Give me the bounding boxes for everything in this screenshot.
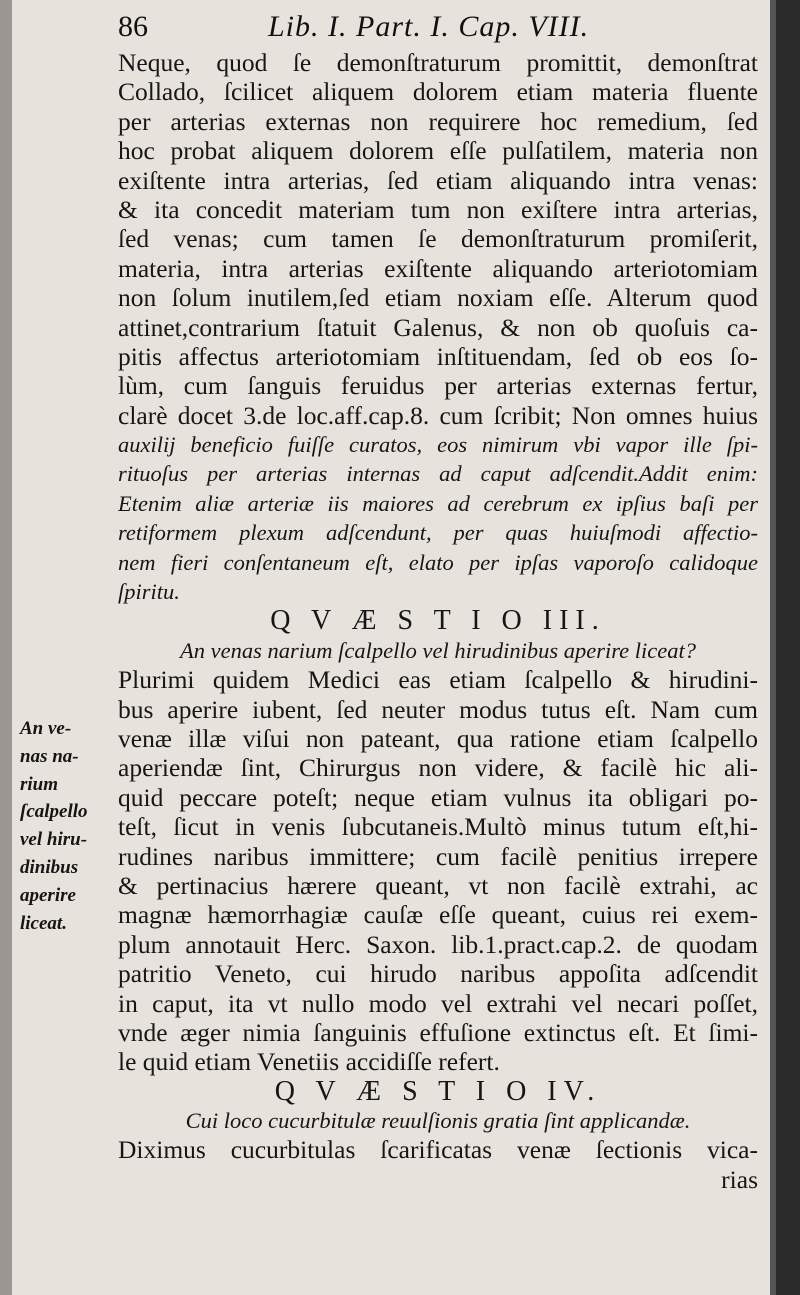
marginal-note-line: vel hiru-	[20, 829, 88, 851]
page-edge-shadow	[770, 0, 776, 1295]
text-line: ſed venas; cum tamen ſe demonſtraturum promiſerit,	[118, 224, 758, 254]
catchword: rias	[721, 1164, 758, 1194]
text-line: clarè docet 3.de loc.aff.cap.8. cum ſcribit; Non omnes huius	[118, 400, 758, 430]
text-line: rituoſus per arterias internas ad caput adſcendit.Addit enim:	[118, 461, 758, 487]
text-line: exiſtente intra arterias, ſed etiam aliquando intra venas:	[118, 165, 758, 195]
marginal-note-line: ſcalpello	[20, 801, 88, 823]
text-line: Diximus cucurbitulas ſcarificatas venæ ſectionis vica-	[118, 1135, 758, 1165]
text-line: ſpiritu.	[118, 579, 180, 605]
marginal-note-line: aperire	[20, 884, 76, 906]
text-line: quid peccare poteſt; neque etiam vulnus ita obligari po-	[118, 782, 758, 812]
marginal-note-line: An ve-	[20, 718, 72, 739]
text-line: Neque, quod ſe demonſtraturum promittit, demonſtrat	[118, 48, 758, 77]
text-line: vnde æger nimia ſanguinis effuſione extinctus eſt. Et ſimi-	[118, 1017, 758, 1047]
text-line: per arterias externas non requirere hoc remedium, ſed	[118, 106, 758, 136]
running-title: Lib. I. Part. I. Cap. VIII.	[268, 10, 590, 43]
text-line: retiformem plexum adſcendunt, per quas huiuſmodi affectio-	[118, 520, 758, 546]
text-line: patritio Veneto, cui hirudo naribus appoſita adſcendit	[118, 959, 758, 989]
marginal-note-line: nas na-	[20, 745, 79, 767]
text-line: rudines naribus immittere; cum facilè penitius irrepere	[118, 841, 758, 871]
text-line: magnæ hæmorrhagiæ cauſæ eſſe queant, cuius rei exem-	[118, 900, 758, 930]
marginal-note-line: dinibus	[20, 856, 79, 878]
question-heading: Q V Æ S T I O III.	[270, 606, 606, 636]
page-gutter-shadow	[0, 0, 12, 1295]
text-line: & ita concedit materiam tum non exiſtere intra arterias,	[118, 194, 758, 224]
text-line: venæ illæ viſui non pateant, qua ratione etiam ſcalpello	[118, 723, 758, 753]
marginal-note	[20, 715, 112, 937]
text-line: auxilij beneficio fuiſſe curatos, eos nimirum vbi vapor ille ſpi-	[118, 432, 758, 458]
text-line: attinet,contrarium ſtatuit Galenus, & non ob quoſuis ca-	[118, 312, 758, 342]
text-line: aperiendæ ſint, Chirurgus non videre, & facilè hic ali-	[118, 753, 758, 783]
question-heading: Q V Æ S T I O IV.	[274, 1076, 602, 1107]
text-line: le quid etiam Venetiis accidiſſe refert.	[118, 1047, 500, 1077]
page-number: 86	[118, 10, 148, 43]
text-line: Etenim aliæ arteriæ iis maiores ad cerebrum ex ipſius baſi per	[118, 490, 758, 516]
page-header	[118, 10, 738, 50]
text-line: & pertinacius hærere queant, vt non facilè extrahi, ac	[118, 870, 758, 900]
text-line: plum annotauit Herc. Saxon. lib.1.pract.cap.2. de quodam	[118, 929, 758, 959]
text-line: materia, intra arterias exiſtente aliquando arteriotomiam	[118, 253, 758, 283]
text-line: nem fieri conſentaneum eſt, elato per ipſas vaporoſo calidoque	[118, 549, 758, 575]
main-text	[118, 48, 758, 1194]
text-line: Collado, ſcilicet aliquem dolorem etiam materia fluente	[118, 77, 758, 107]
text-line: teſt, ſicut in venis ſubcutaneis.Multò minus tutum eſt,hi-	[118, 812, 758, 842]
text-line: non ſolum inutilem,ſed etiam noxiam eſſe. Alterum quod	[118, 283, 758, 313]
text-line: in caput, ita vt nullo modo vel extrahi vel necari poſſet,	[118, 988, 758, 1018]
text-line: lùm, cum ſanguis feruidus per arterias externas fertur,	[118, 371, 758, 401]
question-subtitle: Cui loco cucurbitulæ reuulſionis gratia ſint applicandæ.	[185, 1108, 691, 1134]
marginal-note-line: rium	[20, 773, 59, 795]
text-line: bus aperire iubent, ſed neuter modus tutus eſt. Nam cum	[118, 694, 758, 724]
text-line: pitis affectus arteriotomiam inſtituendam, ſed ob eos ſo-	[118, 341, 758, 371]
text-line: Plurimi quidem Medici eas etiam ſcalpello & hirudini-	[118, 665, 758, 695]
marginal-note-line: liceat.	[20, 912, 67, 934]
question-subtitle: An venas narium ſcalpello vel hirudinibus aperire liceat?	[180, 637, 696, 663]
text-line: hoc probat aliquem dolorem eſſe pulſatilem, materia non	[118, 136, 758, 166]
